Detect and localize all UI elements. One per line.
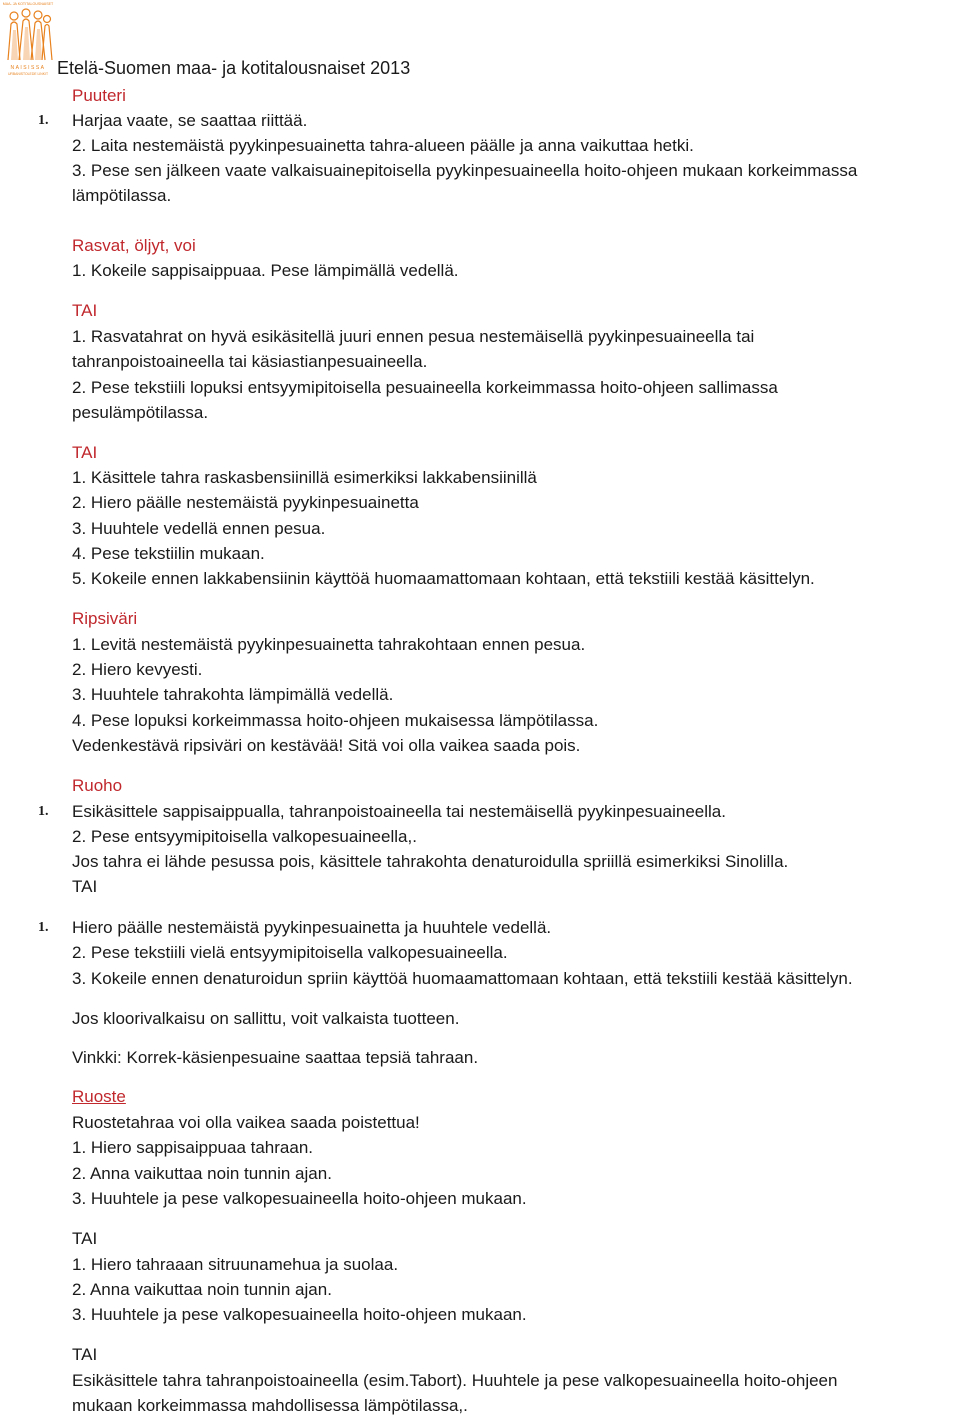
text-line: 1. Kokeile sappisaippuaa. Pese lämpimällä vedellä. bbox=[72, 261, 459, 280]
text-line: Harjaa vaate, se saattaa riittää. bbox=[72, 111, 308, 130]
section-heading: Ruoste bbox=[72, 1087, 126, 1106]
text-line: 2. Pese tekstiili vielä entsyymipitoisella valkopesuaineella. bbox=[72, 943, 508, 962]
logo-sub-text: URBANISTOLEDE LINKIT bbox=[7, 72, 49, 76]
list-number-marker: 1. bbox=[38, 804, 49, 819]
section-heading: Ruoho bbox=[72, 776, 123, 795]
text-line: 1. Rasvatahrat on hyvä esikäsitellä juuri ennen pesua nestemäisellä pyykinpesuaineella tai bbox=[72, 327, 755, 346]
logo-top-text: MAA- JA KOTITALOUSNAISET bbox=[2, 2, 54, 6]
organization-logo bbox=[2, 0, 54, 78]
text-line: 2. Hiero päälle nestemäistä pyykinpesuainetta bbox=[72, 493, 419, 512]
text-line: Ruostetahraa voi olla vaikea saada poistettua! bbox=[72, 1113, 420, 1132]
text-line: Esikäsittele sappisaippualla, tahranpoistoaineella tai nestemäisellä pyykinpesuaineella. bbox=[72, 802, 726, 821]
text-line: 3. Kokeile ennen denaturoidun spriin käyttöä huomaamattomaan kohtaan, että tekstiili kestää käsittelyn. bbox=[72, 969, 853, 988]
text-line: Jos tahra ei lähde pesussa pois, käsittele tahrakohta denaturoidulla spriillä esimerkiksi Sinolilla. bbox=[72, 852, 789, 871]
text-line: TAI bbox=[72, 443, 98, 462]
text-line: 3. Pese sen jälkeen vaate valkaisuainepitoisella pyykinpesuaineella hoito-ohjeen mukaan korkeimmassa bbox=[72, 161, 858, 180]
text-line: TAI bbox=[72, 301, 98, 320]
text-line: Esikäsittele tahra tahranpoistoaineella (esim.Tabort). Huuhtele ja pese valkopesuaineella hoito-ohjeen bbox=[72, 1371, 838, 1390]
text-line: TAI bbox=[72, 1345, 98, 1364]
text-line: 2. Pese tekstiili lopuksi entsyymipitoisella pesuaineella korkeimmassa hoito-ohjeen sallimassa bbox=[72, 378, 778, 397]
text-line: 2. Anna vaikuttaa noin tunnin ajan. bbox=[72, 1280, 332, 1299]
section-heading: Puuteri bbox=[72, 86, 126, 105]
text-line: 4. Pese tekstiilin mukaan. bbox=[72, 544, 265, 563]
text-line: 2. Pese entsyymipitoisella valkopesuaineella,. bbox=[72, 827, 417, 846]
text-line: TAI bbox=[72, 1229, 98, 1248]
text-line: Vinkki: Korrek-käsienpesuaine saattaa tepsiä tahraan. bbox=[72, 1048, 479, 1067]
text-line: 4. Pese lopuksi korkeimmassa hoito-ohjeen mukaisessa lämpötilassa. bbox=[72, 711, 599, 730]
section-heading: Rasvat, öljyt, voi bbox=[72, 236, 196, 255]
document-header-title: Etelä-Suomen maa- ja kotitalousnaiset 2013 bbox=[57, 58, 411, 78]
text-line: 1. Hiero sappisaippuaa tahraan. bbox=[72, 1138, 313, 1157]
text-line: 2. Hiero kevyesti. bbox=[72, 660, 203, 679]
list-number-marker: 1. bbox=[38, 113, 49, 128]
text-line: 2. Anna vaikuttaa noin tunnin ajan. bbox=[72, 1164, 332, 1183]
text-line: 1. Käsittele tahra raskasbensiinillä esimerkiksi lakkabensiinillä bbox=[72, 468, 537, 487]
text-line: 3. Huuhtele ja pese valkopesuaineella hoito-ohjeen mukaan. bbox=[72, 1305, 527, 1324]
text-line: tahranpoistoaineella tai käsiastianpesuaineella. bbox=[72, 352, 428, 371]
text-line: Hiero päälle nestemäistä pyykinpesuainetta ja huuhtele vedellä. bbox=[72, 918, 552, 937]
text-line: 3. Huuhtele ja pese valkopesuaineella hoito-ohjeen mukaan. bbox=[72, 1189, 527, 1208]
list-number-marker: 1. bbox=[38, 920, 49, 935]
text-line: 3. Huuhtele vedellä ennen pesua. bbox=[72, 519, 326, 538]
section-heading: Ripsiväri bbox=[72, 609, 138, 628]
text-line: 1. Levitä nestemäistä pyykinpesuainetta tahrakohtaan ennen pesua. bbox=[72, 635, 586, 654]
text-line: 1. Hiero tahraaan sitruunamehua ja suolaa. bbox=[72, 1255, 399, 1274]
text-line: 5. Kokeile ennen lakkabensiinin käyttöä huomaamattomaan kohtaan, että tekstiili kestää käsittelyn. bbox=[72, 569, 815, 588]
text-line: TAI bbox=[72, 877, 98, 896]
text-line: Vedenkestävä ripsiväri on kestävää! Sitä voi olla vaikea saada pois. bbox=[72, 736, 581, 755]
text-line: Jos kloorivalkaisu on sallittu, voit valkaista tuotteen. bbox=[72, 1009, 460, 1028]
text-line: pesulämpötilassa. bbox=[72, 403, 209, 422]
text-line: 3. Huuhtele tahrakohta lämpimällä vedellä. bbox=[72, 685, 394, 704]
text-line: 2. Laita nestemäistä pyykinpesuainetta tahra-alueen päälle ja anna vaikuttaa hetki. bbox=[72, 136, 694, 155]
logo-name-text: NAISISSA bbox=[10, 65, 46, 71]
text-line: lämpötilassa. bbox=[72, 186, 172, 205]
text-line: mukaan korkeimmassa mahdollisessa lämpötilassa,. bbox=[72, 1396, 468, 1415]
